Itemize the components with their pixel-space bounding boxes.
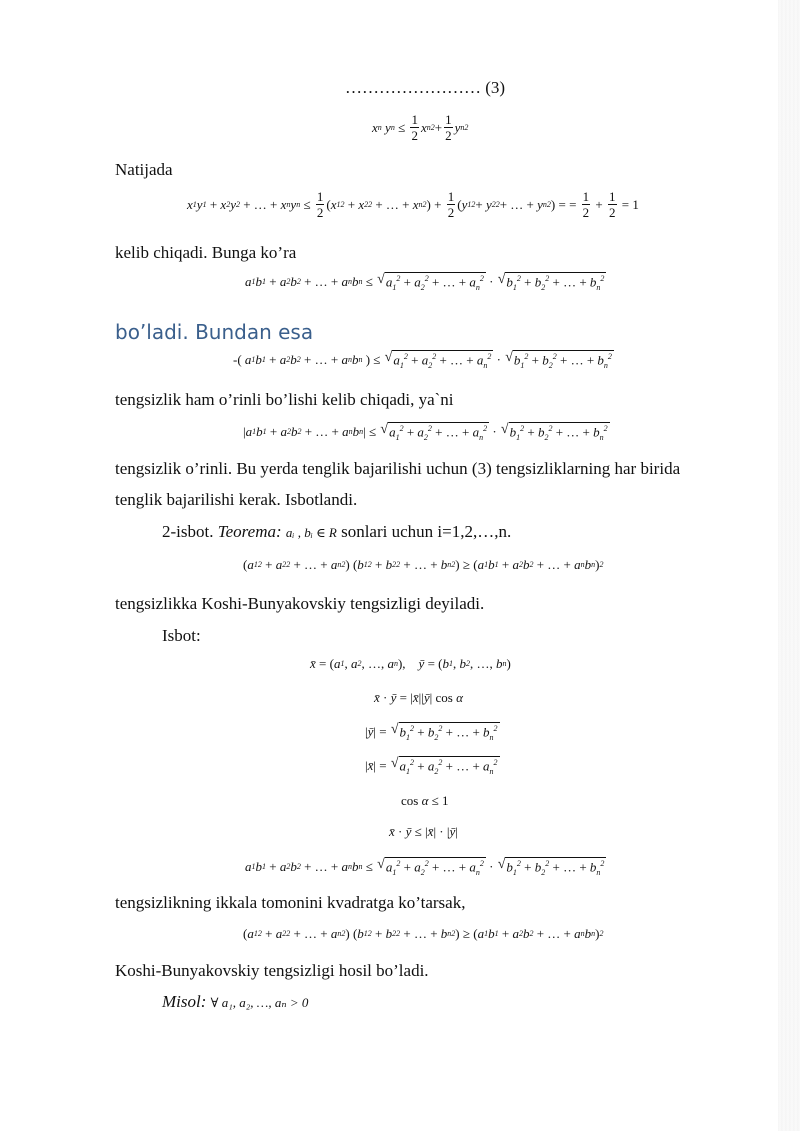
misol-label: Misol: — [162, 992, 207, 1011]
paragraph-tenglik: tenglik bajarilishi kerak. Isbotlandi. — [115, 490, 358, 509]
misol-expression: ∀ a₁, a₂, …, aₙ > 0 — [210, 995, 309, 1010]
equation-vectors: x̄ = ( a 1 , a 2 , …, a n ), ȳ = ( b 1 , b 2 , …, b n ) — [310, 656, 511, 671]
paragraph-orinli: tengsizlik o’rinli. Bu yerda tenglik bajarilishi uchun (3) tengsizliklarning har birida — [115, 459, 681, 478]
heading-boladi: bo’ladi. Bundan esa — [115, 320, 314, 344]
paragraph-kelib-chiqadi: kelib chiqadi. Bunga ko’ra — [115, 243, 297, 262]
equation-negative: -( a 1 b 1 + a 2 b 2 + … + a n b n ) ≤ √ $a_1^2 + a_2^2$ + … + $a_n^2$ · √ $b_1^2 + b_2^2$ + … + $b_n^2$ — [233, 350, 612, 370]
equation-xnyn: x n y n ≤ $\frac{1}{2}$ x n 2 + $\frac{1}{2}$ y n 2 — [372, 112, 469, 143]
paragraph-hosil: Koshi-Bunyakovskiy tengsizligi hosil bo’ladi. — [115, 961, 429, 980]
paragraph-isbot-2: 2-isbot. Teorema: aᵢ , bᵢ ∈ R sonlari uchun i=1,2,…,n. — [162, 522, 512, 541]
equation-cos: cos α ≤ 1 — [401, 793, 449, 808]
paragraph-isbot: Isbot: — [162, 626, 201, 645]
page-edge-shadow — [778, 0, 800, 1131]
paragraph-misol — [162, 992, 308, 1013]
equation-theorem: ( a 1 2 + a 2 2 + … + a n 2 ) ( b 1 2 + b 2 2 + … + b n 2 ) ≥ ( a 1 b 1 + a 2 b 2 + … + a n b n ) 2 — [243, 557, 604, 572]
paragraph-natijada: Natijada — [115, 160, 173, 179]
equation-cauchy-schwarz-1: a 1 b 1 + a 2 b 2 + … + a n b n ≤ √ $a_1^2 + a_2^2$ + … + $a_n^2$ · √ $b_1^2 + b_2^2$ + … + $b_n^2$ — [245, 272, 605, 292]
paragraph-tengsizlik-ham: tengsizlik ham o’rinli bo’lishi kelib chiqadi, ya`ni — [115, 390, 454, 409]
equation-final: ( a 1 2 + a 2 2 + … + a n 2 ) ( b 1 2 + b 2 2 + … + b n 2 ) ≥ ( a 1 b 1 + a 2 b 2 + … + a n b n ) 2 — [243, 926, 604, 941]
paragraph-kvadratga: tengsizlikning ikkala tomonini kvadratga ko’tarsak, — [115, 893, 466, 912]
equation-cauchy-schwarz-2: a 1 b 1 + a 2 b 2 + … + a n b n ≤ √ $a_1^2 + a_2^2$ + … + $a_n^2$ · √ $b_1^2 + b_2^2$ + … + $b_n^2$ — [245, 857, 605, 877]
equation-dot-le: x̄ · ȳ ≤ | x̄ | · | ȳ | — [389, 824, 458, 839]
theorem-label: Teorema: — [217, 522, 282, 541]
equation-absolute: | a 1 b 1 + a 2 b 2 + … + a n b n | ≤ √ $a_1^2 + a_2^2$ + … + $a_n^2$ · √ $b_1^2 + b_2^2$ + … + $b_n^2$ — [243, 422, 608, 442]
equation-dot-product: x̄ · ȳ = | x̄ || ȳ | cos α — [374, 690, 463, 705]
theorem-condition: aᵢ , bᵢ ∈ R — [285, 525, 337, 540]
equation-x-norm: | x̄ | = √ $a_1^2 + a_2^2$ + … + $a_n^2$ — [365, 756, 498, 776]
paragraph-koshi-def: tengsizlikka Koshi-Bunyakovskiy tengsizligi deyiladi. — [115, 594, 485, 613]
equation-y-norm: | ȳ | = √ $b_1^2 + b_2^2$ + … + $b_n^2$ — [365, 722, 498, 742]
equation-number-line: …………………… (3) — [345, 78, 506, 97]
equation-sum: x 1 y 1 + x 2 y 2 + … + x n y n ≤ $\frac{1}{2}$ ( x 1 2 + x 2 2 + … + x n 2 ) + $\frac{1}{2}$ ( y 1 2 + y 2 2 + … + y n 2 ) = = $\frac{1}{2}$ + $\frac{1}{2}$ = 1 — [187, 189, 639, 220]
